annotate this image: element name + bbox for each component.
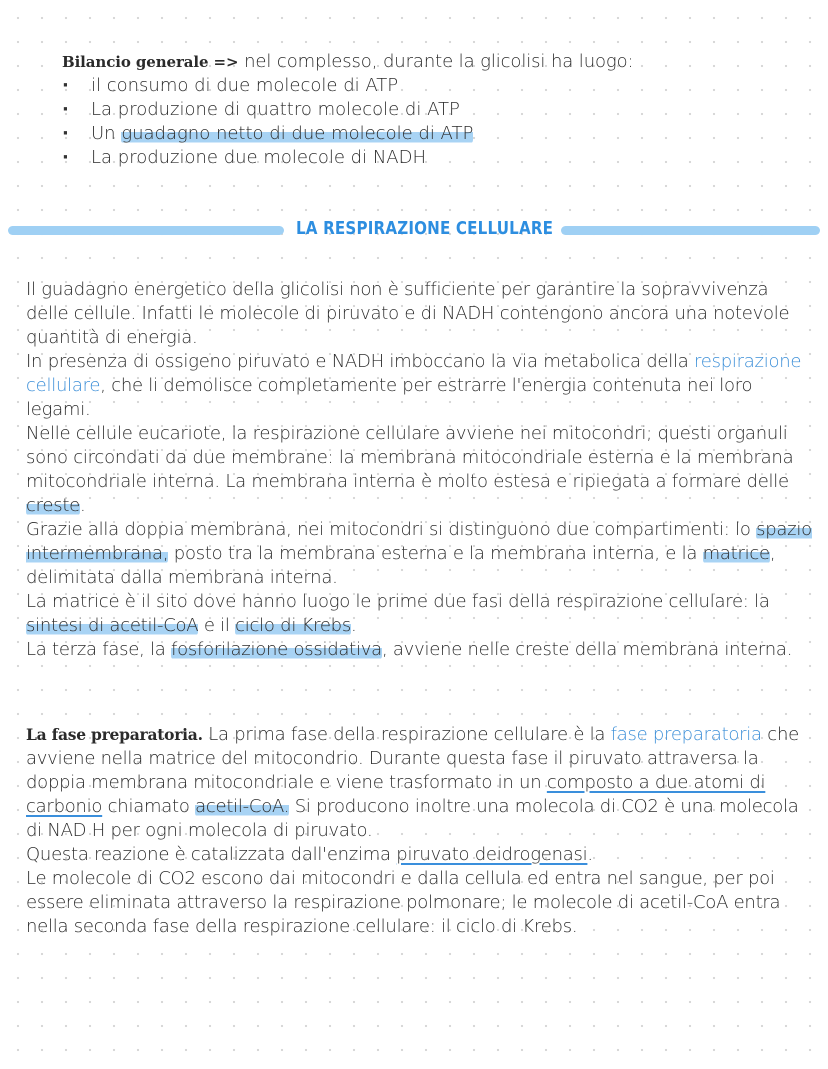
text-run: Si producono inoltre una molecola di CO2 è una molecola di NAD H per ogni molecola di piruvato. (26, 796, 799, 841)
paragraph (26, 518, 816, 590)
paragraph (26, 590, 816, 638)
highlight-ciclo-krebs: ciclo di Krebs (235, 615, 351, 636)
bilancio-heading (62, 50, 802, 74)
bilancio-label: Bilancio generale => (62, 53, 239, 71)
text-run: chiamato (102, 796, 196, 817)
title-bar-right (561, 226, 820, 235)
list-item: · La produzione di quattro molecole di ATP (62, 98, 802, 122)
underline-piruvato-deidrogenasi: piruvato deidrogenasi (396, 844, 588, 865)
bilancio-intro: nel complesso, durante la glicolisi ha luogo: (238, 51, 634, 72)
highlight-acetil-coa: acetil-CoA. (195, 796, 290, 817)
text-run: che avviene nella matrice del mitocondrio. Durante questa fase il piruvato attraversa la doppia membrana mitocondriale e viene trasformato in un (26, 724, 799, 793)
section-title-row (8, 216, 820, 246)
highlight-fosforilazione-ossidativa: fosforilazione ossidativa (171, 639, 382, 660)
title-bar-left (8, 226, 284, 235)
text-run: . (80, 495, 86, 516)
text-run: . (351, 615, 357, 636)
bilancio-list (62, 74, 802, 170)
section-title: LA RESPIRAZIONE CELLULARE (296, 218, 554, 239)
list-item-prefix: Un (91, 123, 122, 144)
text-run: , delimitata dalla membrana interna. (26, 543, 776, 588)
paragraph: Il guadagno energetico della glicolisi non è sufficiente per garantire la sopravvivenza delle cellule. Infatti le molecole di piruvato e di NADH contengono ancora una notevole quantità di energia. (26, 279, 790, 348)
paragraph (26, 422, 816, 518)
term-respirazione-cellulare: respirazione cellulare (26, 351, 802, 396)
preparatoria-label: La fase preparatoria. (26, 725, 203, 744)
text-run: , che li demolisce completamente per estrarre l'energia contenuta nei loro legami. (26, 375, 753, 420)
paragraph: Le molecole di CO2 escono dai mitocondri e dalla cellula ed entra nel sangue, per poi essere eliminata attraverso la respirazione polmonare; le molecole di acetil-CoA entra nella seconda fase della respirazione cellulare: il ciclo di Krebs. (26, 868, 781, 937)
list-item (62, 122, 802, 146)
text-run: e il (198, 615, 236, 636)
text-run: posto tra la membrana esterna e la membrana interna, e la (168, 543, 703, 564)
term-fase-preparatoria: fase preparatoria (610, 724, 762, 745)
text-run: La prima fase della respirazione cellulare è la (202, 724, 611, 745)
text-run: Nelle cellule eucariote, la respirazione cellulare avviene nei mitocondri; questi organuli sono circondati da due membrane: la membrana mitocondriale esterna e la membrana mitocondriale interna. La membrana interna è molto estesa e ripiegata a formare delle (26, 423, 794, 492)
list-item: · il consumo di due molecole di ATP (62, 74, 802, 98)
list-item: · La produzione due molecole di NADH (62, 146, 802, 170)
highlight-guadagno-netto: guadagno netto di due molecole di ATP (121, 123, 474, 144)
text-run: Questa reazione è catalizzata dall'enzima (26, 844, 397, 865)
paragraph (26, 843, 816, 867)
underline-composto: composto a due atomi di carbonio (26, 772, 766, 817)
text-run: . (587, 844, 593, 865)
highlight-sintesi-acetil-coa: sintesi di acetil-CoA (26, 615, 199, 636)
respirazione-body (26, 278, 816, 662)
highlight-matrice: matrice (702, 543, 770, 564)
text-run: La matrice è il sito dove hanno luogo le prime due fasi della respirazione cellulare: la (26, 591, 770, 612)
highlight-creste: creste (26, 495, 80, 516)
bilancio-section (62, 50, 802, 170)
preparatoria-body (26, 723, 816, 939)
highlight-spazio-intermembrana: spazio intermembrana, (26, 519, 812, 564)
text-run: , avviene nelle creste della membrana interna. (381, 639, 793, 660)
text-run: Grazie alla doppia membrana, nei mitocondri si distinguono due compartimenti: lo (26, 519, 757, 540)
text-run: In presenza di ossigeno piruvato e NADH imboccano la via metabolica della (26, 351, 694, 372)
paragraph (26, 350, 816, 422)
paragraph (26, 638, 816, 662)
paragraph (26, 723, 816, 843)
text-run: La terza fase, la (26, 639, 172, 660)
